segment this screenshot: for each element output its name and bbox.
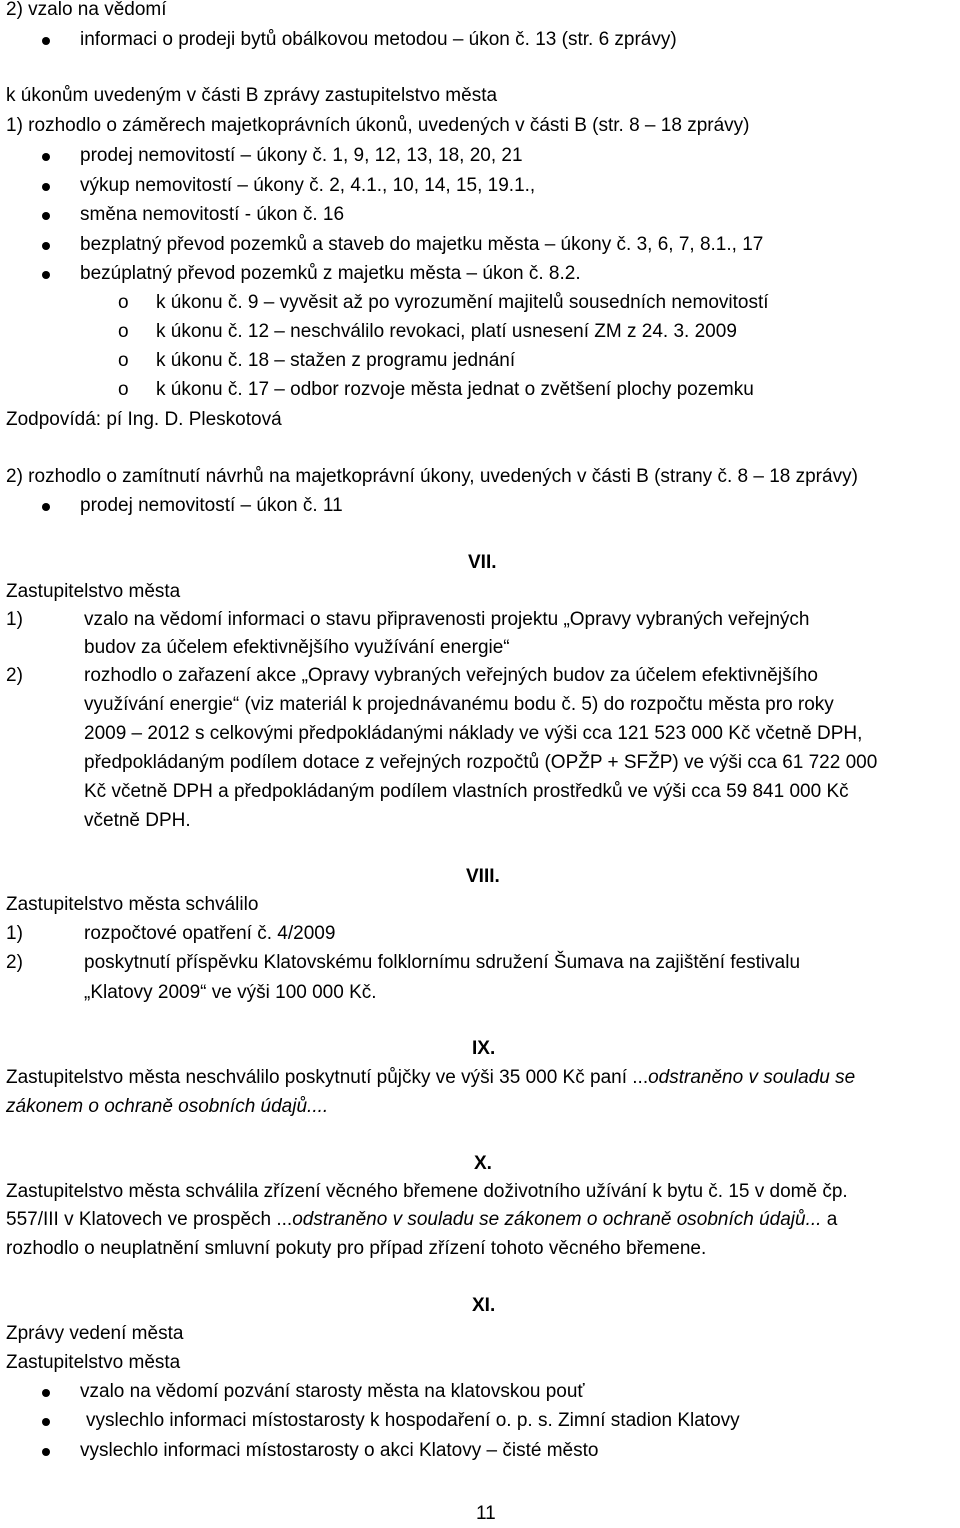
text-line: Zastupitelstvo města	[6, 1352, 181, 1373]
text-plain: Zastupitelstvo města neschválilo poskytnutí půjčky ve výši 35 000 Kč paní ...	[6, 1067, 649, 1088]
section-heading: IX.	[472, 1038, 496, 1059]
text-line: 2) vzalo na vědomí	[6, 0, 167, 20]
section-heading: VIII.	[466, 866, 500, 887]
text-plain: 557/III v Klatovech ve prospěch ...	[6, 1209, 293, 1230]
text-italic: odstraněno v souladu se zákonem o ochraně osobních údajů...	[292, 1209, 822, 1230]
sub-item: k úkonu č. 17 – odbor rozvoje města jednat o zvětšení plochy pozemku	[156, 379, 754, 400]
bullet-item: prodej nemovitostí – úkon č. 11	[80, 495, 343, 516]
text-line	[6, 1206, 837, 1234]
bullet-icon	[42, 1389, 50, 1397]
sub-item: k úkonu č. 12 – neschválilo revokaci, platí usnesení ZM z 24. 3. 2009	[156, 321, 737, 342]
responsible-person: Zodpovídá: pí Ing. D. Pleskotová	[6, 409, 282, 430]
bullet-icon	[42, 1448, 50, 1456]
list-item-text: využívání energie“ (viz materiál k projednávanému bodu č. 5) do rozpočtu města pro roky	[84, 694, 834, 715]
list-item-text: vzalo na vědomí informaci o stavu připravenosti projektu „Opravy vybraných veřejných	[84, 609, 810, 630]
sub-item: k úkonu č. 18 – stažen z programu jednání	[156, 350, 516, 371]
text-line: k úkonům uvedeným v části B zprávy zastupitelstvo města	[6, 85, 498, 106]
bullet-icon	[42, 271, 50, 279]
bullet-icon	[42, 183, 50, 191]
bullet-item: výkup nemovitostí – úkony č. 2, 4.1., 10, 14, 15, 19.1.,	[80, 175, 536, 196]
list-item-text: 2009 – 2012 s celkovými předpokládanými náklady ve výši cca 121 523 000 Kč včetně DPH,	[84, 723, 863, 744]
section-heading: XI.	[472, 1295, 496, 1316]
page-number: 11	[476, 1503, 496, 1524]
list-number: 2)	[6, 952, 23, 973]
bullet-item: vyslechlo informaci místostarosty o akci Klatovy – čisté město	[80, 1440, 599, 1461]
circle-bullet-icon: o	[118, 350, 129, 371]
bullet-icon	[42, 1418, 50, 1426]
bullet-item: informaci o prodeji bytů obálkovou metodou – úkon č. 13 (str. 6 zprávy)	[80, 29, 677, 50]
section-heading: X.	[474, 1153, 492, 1174]
text-line: rozhodlo o neuplatnění smluvní pokuty pro případ zřízení tohoto věcného břemene.	[6, 1238, 707, 1259]
list-item-text: včetně DPH.	[84, 810, 191, 831]
text-line-italic: zákonem o ochraně osobních údajů....	[6, 1096, 329, 1117]
text-line: Zprávy vedení města	[6, 1323, 184, 1344]
list-item-text: poskytnutí příspěvku Klatovskému folklornímu sdružení Šumava na zajištění festivalu	[84, 952, 801, 973]
bullet-item: vyslechlo informaci místostarosty k hospodaření o. p. s. Zimní stadion Klatovy	[86, 1410, 740, 1431]
circle-bullet-icon: o	[118, 321, 129, 342]
text-plain: a	[821, 1209, 838, 1230]
list-item-text: rozhodlo o zařazení akce „Opravy vybraných veřejných budov za účelem efektivnějšího	[84, 665, 818, 686]
text-line: 1) rozhodlo o záměrech majetkoprávních úkonů, uvedených v části B (str. 8 – 18 zprávy)	[6, 115, 750, 136]
sub-item: k úkonu č. 9 – vyvěsit až po vyrozumění majitelů sousedních nemovitostí	[156, 292, 769, 313]
text-line: Zastupitelstvo města schválila zřízení věcného břemene doživotního užívání k bytu č. 15 v domě čp.	[6, 1181, 848, 1202]
list-number: 1)	[6, 609, 23, 630]
bullet-item: směna nemovitostí - úkon č. 16	[80, 204, 345, 225]
bullet-item: prodej nemovitostí – úkony č. 1, 9, 12, 13, 18, 20, 21	[80, 145, 523, 166]
bullet-icon	[42, 153, 50, 161]
circle-bullet-icon: o	[118, 379, 129, 400]
list-item-text: Kč včetně DPH a předpokládaným podílem vlastních prostředků ve výši cca 59 841 000 Kč	[84, 781, 849, 802]
bullet-icon	[42, 242, 50, 250]
bullet-item: bezplatný převod pozemků a staveb do majetku města – úkony č. 3, 6, 7, 8.1., 17	[80, 234, 764, 255]
text-line	[6, 1064, 855, 1092]
list-item-text: předpokládaným podílem dotace z veřejných rozpočtů (OPŽP + SFŽP) ve výši cca 61 722 000	[84, 752, 878, 773]
section-heading: VII.	[468, 552, 497, 573]
text-line: Zastupitelstvo města	[6, 581, 181, 602]
text-italic: odstraněno v souladu se	[648, 1067, 856, 1088]
text-line: Zastupitelstvo města schválilo	[6, 894, 259, 915]
list-item-text: rozpočtové opatření č. 4/2009	[84, 923, 336, 944]
list-number: 1)	[6, 923, 23, 944]
bullet-icon	[42, 212, 50, 220]
bullet-icon	[42, 37, 50, 45]
circle-bullet-icon: o	[118, 292, 129, 313]
text-line: 2) rozhodlo o zamítnutí návrhů na majetkoprávní úkony, uvedených v části B (strany č. 8 – 18 zprávy)	[6, 466, 858, 487]
list-item-text: „Klatovy 2009“ ve výši 100 000 Kč.	[84, 982, 377, 1003]
list-item-text: budov za účelem efektivnějšího využívání energie“	[84, 637, 510, 658]
bullet-item: bezúplatný převod pozemků z majetku města – úkon č. 8.2.	[80, 263, 581, 284]
bullet-item: vzalo na vědomí pozvání starosty města na klatovskou pouť	[80, 1381, 585, 1402]
list-number: 2)	[6, 665, 23, 686]
bullet-icon	[42, 503, 50, 511]
